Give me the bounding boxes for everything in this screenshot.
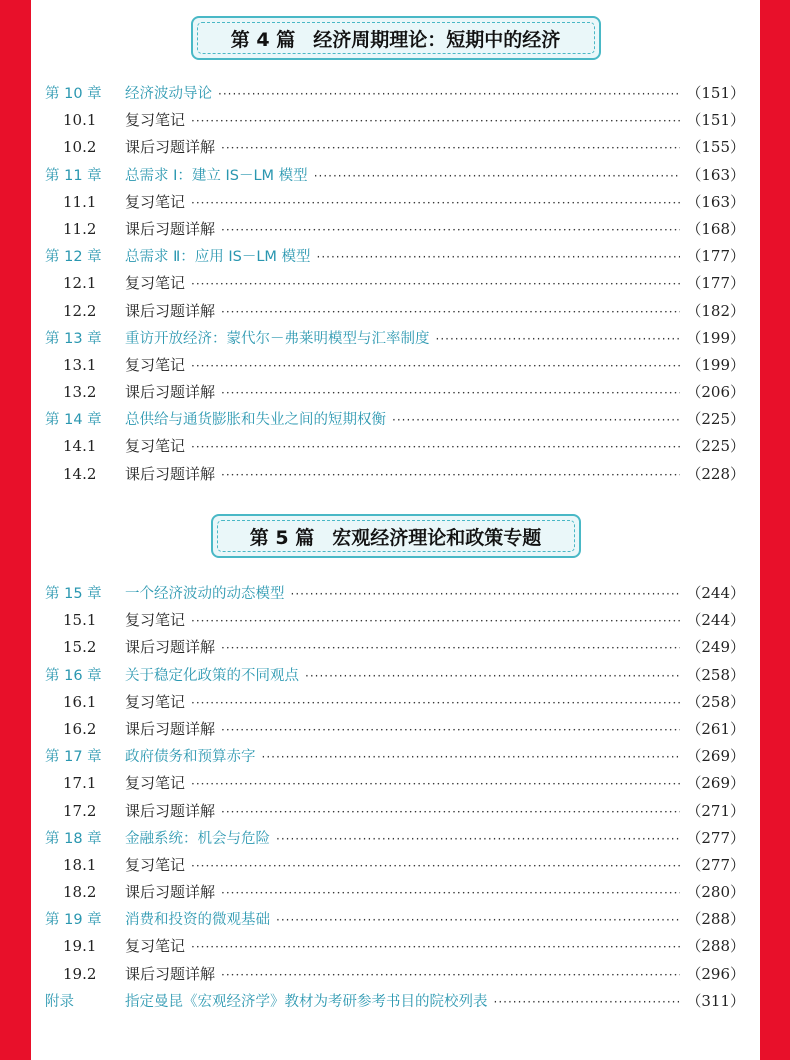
entry-number: 第 11 章: [45, 167, 102, 184]
entry-page-number: （225）: [686, 437, 745, 456]
part-4-banner: [191, 16, 601, 60]
dot-leader: [191, 434, 680, 461]
entry-number: 第 10 章: [45, 86, 102, 102]
entry-page-number: （225）: [686, 410, 745, 429]
entry-number: 13.2: [63, 383, 97, 402]
entry-number: 第 12 章: [45, 249, 102, 266]
entry-number: 14.2: [63, 464, 97, 483]
entry-page-number: （288）: [686, 937, 745, 956]
entry-title: 课后习题详解: [125, 964, 216, 983]
toc-chapter-entry[interactable]: [45, 743, 745, 770]
toc-section-entry[interactable]: [45, 433, 745, 460]
entry-title: 一个经济波动的动态模型: [125, 586, 285, 602]
dot-leader: [191, 108, 680, 135]
entry-title: 复习笔记: [125, 611, 186, 630]
entry-number: 11.1: [63, 192, 97, 211]
entry-page-number: （271）: [686, 801, 745, 820]
dot-leader: [218, 81, 680, 108]
entry-number: 14.1: [63, 437, 97, 456]
toc-section-entry[interactable]: [45, 607, 745, 634]
toc-section-entry[interactable]: [45, 379, 745, 406]
dot-leader: [221, 217, 680, 244]
entry-title: 复习笔记: [125, 274, 186, 293]
entry-page-number: （163）: [686, 192, 745, 211]
entry-page-number: （199）: [686, 355, 745, 374]
entry-number: 第 16 章: [45, 667, 102, 684]
entry-page-number: （177）: [686, 247, 745, 266]
entry-title: 课后习题详解: [125, 719, 216, 738]
dot-leader: [221, 635, 680, 662]
dot-leader: [317, 244, 681, 271]
dot-leader: [392, 407, 680, 434]
entry-page-number: （177）: [686, 274, 745, 293]
entry-number: 17.1: [63, 774, 97, 793]
entry-page-number: （199）: [686, 328, 745, 347]
dot-leader: [221, 135, 680, 162]
toc-chapter-entry[interactable]: [45, 80, 745, 107]
toc-section-entry[interactable]: [45, 107, 745, 134]
toc-section-entry[interactable]: [45, 798, 745, 825]
dot-leader: [436, 326, 681, 353]
toc-chapter-entry[interactable]: [45, 325, 745, 352]
entry-title: 总供给与通货膨胀和失业之间的短期权衡: [125, 412, 386, 429]
dot-leader: [221, 717, 680, 744]
entry-number: 11.2: [63, 219, 97, 238]
entry-title: 课后习题详解: [125, 464, 216, 483]
dot-leader: [314, 163, 681, 190]
entry-title: 课后习题详解: [125, 883, 216, 902]
entry-title: 复习笔记: [125, 937, 186, 956]
entry-title: 课后习题详解: [125, 219, 216, 238]
entry-page-number: （296）: [686, 964, 745, 983]
entry-title: 课后习题详解: [125, 638, 216, 657]
entry-page-number: （258）: [686, 665, 745, 684]
toc-page: [31, 0, 760, 1060]
entry-number: 15.1: [63, 611, 97, 630]
toc-section-entry[interactable]: [45, 770, 745, 797]
entry-title: 政府债务和预算赤字: [125, 749, 256, 766]
toc-section-entry[interactable]: [45, 134, 745, 161]
entry-number: 第 14 章: [45, 412, 102, 429]
toc-chapter-entry[interactable]: [45, 580, 745, 607]
part-label: 第 5 篇: [249, 526, 315, 549]
entry-title: 总需求 I：建立 IS－LM 模型: [125, 167, 308, 184]
dot-leader: [191, 690, 680, 717]
entry-number: 16.2: [63, 719, 97, 738]
dot-leader: [191, 608, 680, 635]
dot-leader: [221, 799, 680, 826]
dot-leader: [262, 744, 681, 771]
entry-page-number: （249）: [686, 638, 745, 657]
entry-page-number: （182）: [686, 301, 745, 320]
dot-leader: [191, 853, 680, 880]
entry-number: 第 17 章: [45, 749, 102, 766]
part-5-toc-list: [45, 580, 745, 1015]
entry-title: 重访开放经济：蒙代尔－弗莱明模型与汇率制度: [125, 330, 430, 347]
toc-section-entry[interactable]: [45, 689, 745, 716]
entry-number: 12.1: [63, 274, 97, 293]
entry-page-number: （244）: [686, 584, 745, 602]
entry-page-number: （151）: [686, 111, 745, 130]
entry-page-number: （269）: [686, 747, 745, 766]
toc-section-entry[interactable]: [45, 852, 745, 879]
dot-leader: [494, 989, 681, 1016]
dot-leader: [191, 190, 680, 217]
entry-title: 复习笔记: [125, 774, 186, 793]
entry-page-number: （277）: [686, 855, 745, 874]
entry-title: 复习笔记: [125, 192, 186, 211]
entry-number: 19.2: [63, 964, 97, 983]
toc-section-entry[interactable]: [45, 961, 745, 988]
entry-page-number: （163）: [686, 165, 745, 184]
entry-page-number: （258）: [686, 692, 745, 711]
entry-title: 指定曼昆《宏观经济学》教材为考研参考书目的院校列表: [125, 993, 488, 1010]
entry-title: 课后习题详解: [125, 383, 216, 402]
part-title: 经济周期理论：短期中的经济: [313, 28, 561, 51]
entry-number: 18.2: [63, 883, 97, 902]
entry-number: 第 13 章: [45, 330, 102, 347]
toc-section-entry[interactable]: [45, 879, 745, 906]
part-4-toc-list: [45, 80, 745, 488]
entry-page-number: （151）: [686, 84, 745, 102]
entry-title: 课后习题详解: [125, 301, 216, 320]
entry-number: 17.2: [63, 801, 97, 820]
entry-number: 18.1: [63, 855, 97, 874]
toc-section-entry[interactable]: [45, 461, 745, 488]
entry-title: 复习笔记: [125, 111, 186, 130]
entry-number: 12.2: [63, 301, 97, 320]
entry-number: 10.2: [63, 138, 97, 157]
toc-chapter-entry[interactable]: [45, 662, 745, 689]
entry-page-number: （280）: [686, 883, 745, 902]
dot-leader: [191, 271, 680, 298]
entry-title: 复习笔记: [125, 692, 186, 711]
entry-title: 复习笔记: [125, 855, 186, 874]
entry-page-number: （269）: [686, 774, 745, 793]
entry-number: 第 19 章: [45, 912, 102, 929]
dot-leader: [191, 353, 680, 380]
entry-page-number: （288）: [686, 910, 745, 929]
dot-leader: [291, 581, 681, 608]
dot-leader: [305, 663, 680, 690]
toc-chapter-entry[interactable]: [45, 406, 745, 433]
entry-page-number: （277）: [686, 828, 745, 847]
entry-page-number: （206）: [686, 383, 745, 402]
entry-number: 第 15 章: [45, 586, 102, 602]
entry-title: 课后习题详解: [125, 138, 216, 157]
entry-title: 复习笔记: [125, 355, 186, 374]
toc-section-entry[interactable]: [45, 716, 745, 743]
entry-number: 第 18 章: [45, 830, 102, 847]
dot-leader: [221, 299, 680, 326]
toc-section-entry[interactable]: [45, 298, 745, 325]
toc-chapter-entry[interactable]: [45, 825, 745, 852]
toc-section-entry[interactable]: [45, 634, 745, 661]
entry-page-number: （228）: [686, 464, 745, 483]
entry-number: 19.1: [63, 937, 97, 956]
entry-number: 附录: [45, 993, 74, 1010]
entry-title: 经济波动导论: [125, 86, 212, 102]
entry-page-number: （168）: [686, 219, 745, 238]
dot-leader: [221, 462, 680, 489]
toc-section-entry[interactable]: [45, 216, 745, 243]
entry-number: 10.1: [63, 111, 97, 130]
toc-section-entry[interactable]: [45, 933, 745, 960]
part-label: 第 4 篇: [230, 28, 296, 51]
entry-number: 13.1: [63, 355, 97, 374]
entry-title: 总需求 Ⅱ：应用 IS－LM 模型: [125, 249, 311, 266]
entry-title: 课后习题详解: [125, 801, 216, 820]
toc-section-entry[interactable]: [45, 352, 745, 379]
entry-title: 复习笔记: [125, 437, 186, 456]
toc-section-entry[interactable]: [45, 270, 745, 297]
toc-chapter-entry[interactable]: [45, 988, 745, 1015]
entry-title: 金融系统：机会与危险: [125, 830, 270, 847]
part-5-banner: [211, 514, 581, 558]
dot-leader: [221, 380, 680, 407]
entry-page-number: （244）: [686, 611, 745, 630]
dot-leader: [221, 962, 680, 989]
toc-chapter-entry[interactable]: [45, 162, 745, 189]
dot-leader: [191, 934, 680, 961]
entry-number: 15.2: [63, 638, 97, 657]
toc-section-entry[interactable]: [45, 189, 745, 216]
dot-leader: [276, 826, 680, 853]
entry-page-number: （311）: [686, 991, 745, 1010]
entry-page-number: （261）: [686, 719, 745, 738]
entry-number: 16.1: [63, 692, 97, 711]
dot-leader: [276, 907, 680, 934]
dot-leader: [191, 771, 680, 798]
part-title: 宏观经济理论和政策专题: [332, 526, 542, 549]
entry-title: 关于稳定化政策的不同观点: [125, 667, 299, 684]
entry-title: 消费和投资的微观基础: [125, 912, 270, 929]
toc-chapter-entry[interactable]: [45, 906, 745, 933]
entry-page-number: （155）: [686, 138, 745, 157]
dot-leader: [221, 880, 680, 907]
toc-chapter-entry[interactable]: [45, 243, 745, 270]
